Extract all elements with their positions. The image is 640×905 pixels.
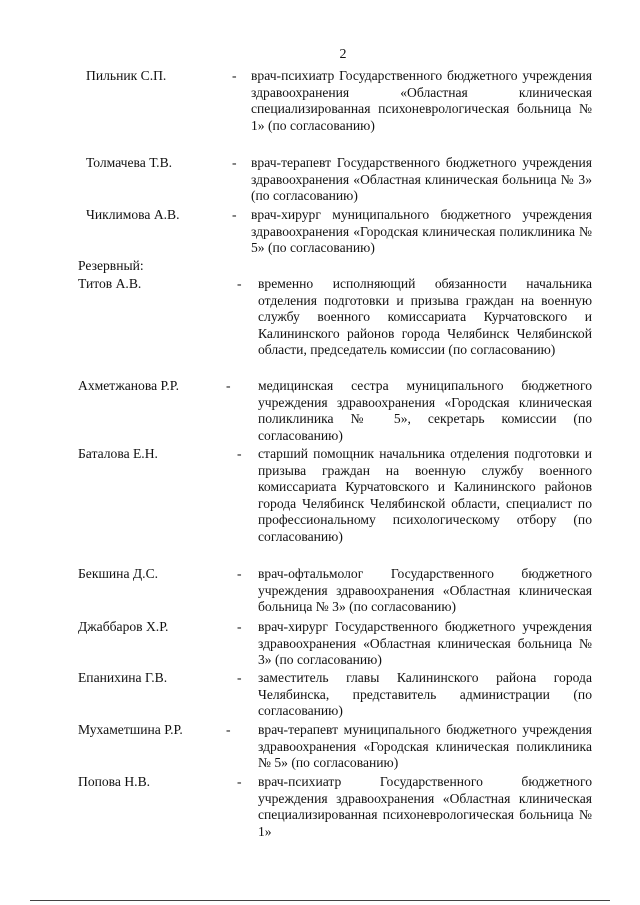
member-description: врач-психиатр Государственного бюджетного учреждения здравоохранения «Областная клиническая специализированная психоневрологическая больница № 1» (по согласованию) [251,68,592,133]
member-description: врач-хирург муниципального бюджетного учреждения здравоохранения «Городская клиническая поликлиника № 5» (по согласованию) [251,207,592,255]
bottom-divider [30,900,610,901]
dash-separator: - [226,722,231,737]
dash-separator: - [237,774,242,789]
member-description: врач-офтальмолог Государственного бюджетного учреждения здравоохранения «Областная клиническая больница № 3» (по согласованию) [258,566,592,614]
member-name: Епанихина Г.В. [78,670,168,685]
member-description: старший помощник начальника отделения подготовки и призыва граждан на военную службу военного комиссариата Курчатовского и Калининского районов города Челябинск Челябинской области, специалист по профессиональному психологическому отбору (по согласованию) [258,446,592,544]
dash-separator: - [237,566,242,581]
member-name: Чиклимова А.В. [86,207,180,222]
dash-separator: - [232,68,237,83]
member-name: Мухаметшина Р.Р. [78,722,183,737]
member-name: Толмачева Т.В. [86,155,173,170]
dash-separator: - [237,446,242,461]
dash-separator: - [237,670,242,685]
member-description: врач-терапевт муниципального бюджетного учреждения здравоохранения «Городская клиническая поликлиника № 5» (по согласованию) [258,722,592,770]
member-description: врач-психиатр Государственного бюджетного учреждения здравоохранения «Областная клиническая специализированная психоневрологическая больница № 1» [258,774,592,839]
member-description: временно исполняющий обязанности начальника отделения подготовки и призыва граждан на военную службу военного комиссариата Курчатовского и Калининского районов города Челябинск Челябинской области, председатель комиссии (по согласованию) [258,276,592,357]
member-name: Баталова Е.Н. [78,446,158,461]
member-name: Ахметжанова Р.Р. [78,378,180,393]
dash-separator: - [232,207,237,222]
dash-separator: - [237,276,242,291]
member-description: врач-хирург Государственного бюджетного учреждения здравоохранения «Областная клиническая больница № 3» (по согласованию) [258,619,592,667]
dash-separator: - [226,378,231,393]
member-name: Пильник С.П. [86,68,167,83]
member-name: Бекшина Д.С. [78,566,159,581]
page-number: 2 [339,47,347,62]
member-name: Попова Н.В. [78,774,151,789]
reserve-section-label: Резервный: [78,258,144,273]
member-description: заместитель главы Калининского района города Челябинска, представитель администрации (по согласованию) [258,670,592,718]
member-description: медицинская сестра муниципального бюджетного учреждения здравоохранения «Городская клиническая поликлиника № 5», секретарь комиссии (по согласованию) [258,378,592,443]
member-description: врач-терапевт Государственного бюджетного учреждения здравоохранения «Областная клиническая больница № 3» (по согласованию) [251,155,592,203]
dash-separator: - [232,155,237,170]
member-name: Джаббаров Х.Р. [78,619,169,634]
dash-separator: - [237,619,242,634]
member-name: Титов А.В. [78,276,142,291]
